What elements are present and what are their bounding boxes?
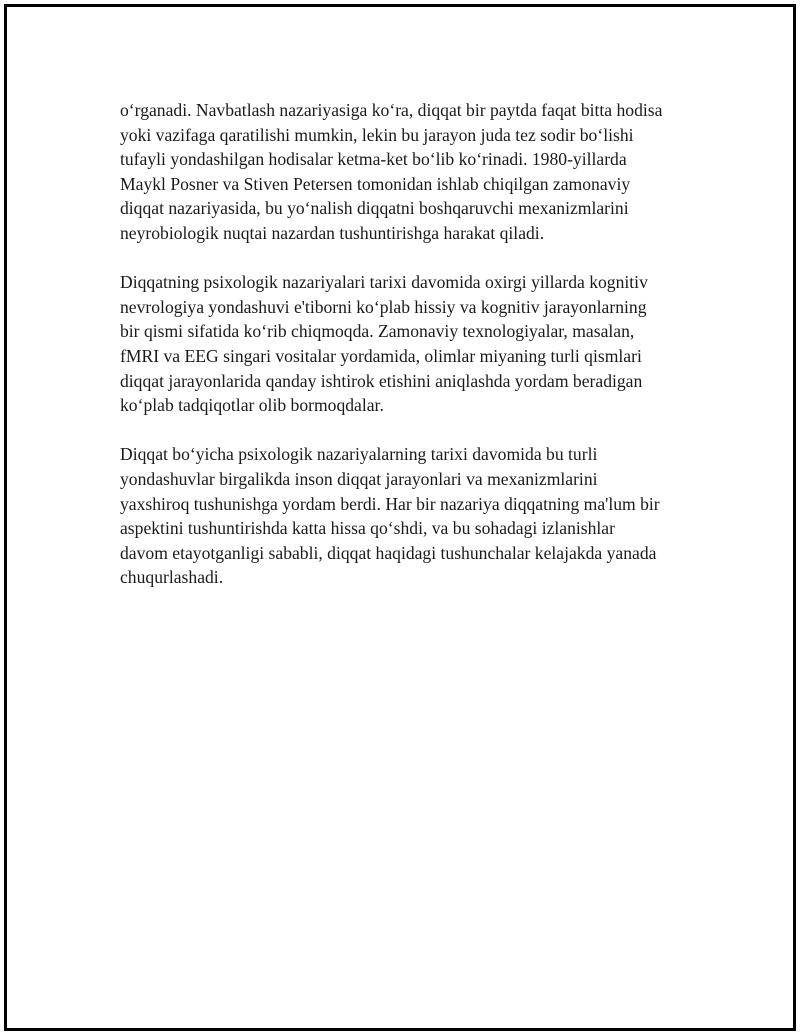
- text-line: tufayli yondashilgan hodisalar ketma-ket bo‘lib ko‘rinadi. 1980-yillarda: [120, 149, 627, 170]
- text-line: bir qismi sifatida ko‘rib chiqmoqda. Zamonaviy texnologiyalar, masalan,: [120, 321, 635, 342]
- text-line: diqqat jarayonlarida qanday ishtirok etishini aniqlashda yordam beradigan: [120, 370, 643, 391]
- paragraph-1: [120, 98, 720, 246]
- text-line: Diqqatning psixologik nazariyalari tarixi davomida oxirgi yillarda kognitiv: [120, 272, 648, 293]
- text-line: nevrologiya yondashuvi e'tiborni ko‘plab hissiy va kognitiv jarayonlarning: [120, 296, 647, 317]
- paragraph-3: [120, 442, 720, 590]
- document-body: [120, 98, 720, 614]
- text-line: neyrobiologik nuqtai nazardan tushuntirishga harakat qiladi.: [120, 222, 545, 243]
- text-line: aspektini tushuntirishda katta hissa qo‘shdi, va bu sohadagi izlanishlar: [120, 518, 615, 539]
- text-line: fMRI va EEG singari vositalar yordamida, olimlar miyaning turli qismlari: [120, 345, 642, 366]
- text-line: yondashuvlar birgalikda inson diqqat jarayonlari va mexanizmlarini: [120, 468, 598, 489]
- text-line: o‘rganadi. Navbatlash nazariyasiga ko‘ra, diqqat bir paytda faqat bitta hodisa: [120, 100, 663, 120]
- text-line: yoki vazifaga qaratilishi mumkin, lekin bu jarayon juda tez sodir bo‘lishi: [120, 124, 634, 145]
- text-line: yaxshiroq tushunishga yordam berdi. Har bir nazariya diqqatning ma'lum bir: [120, 493, 660, 514]
- document-page: [4, 4, 796, 1031]
- paragraph-2: [120, 270, 720, 418]
- text-line: davom etayotganligi sababli, diqqat haqidagi tushunchalar kelajakda yanada: [120, 542, 657, 563]
- text-line: ko‘plab tadqiqotlar olib bormoqdalar.: [120, 395, 384, 416]
- text-line: chuqurlashadi.: [120, 567, 224, 588]
- text-line: diqqat nazariyasida, bu yo‘nalish diqqatni boshqaruvchi mexanizmlarini: [120, 198, 629, 219]
- text-line: Maykl Posner va Stiven Petersen tomonidan ishlab chiqilgan zamonaviy: [120, 173, 631, 194]
- text-line: Diqqat bo‘yicha psixologik nazariyalarning tarixi davomida bu turli: [120, 444, 598, 465]
